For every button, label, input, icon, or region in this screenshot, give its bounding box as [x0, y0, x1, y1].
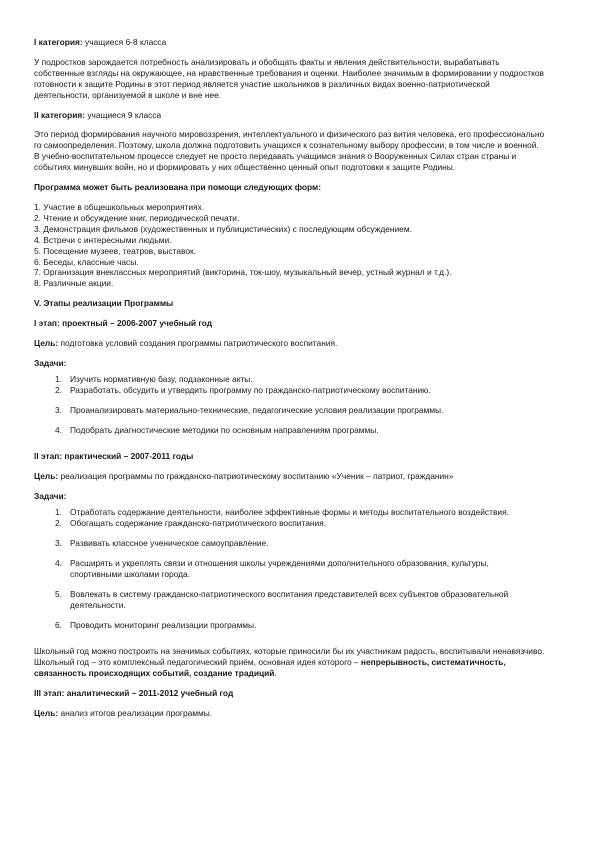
forms-list-item: 5. Посещение музеев, театров, выставок.	[34, 245, 196, 256]
forms-list-item: 2. Чтение и обсуждение книг, периодической печати.	[34, 212, 240, 223]
stage-1-goal-text: подготовка условий создания программы патриотического воспитания.	[58, 338, 338, 349]
stage-2-title: II этап: практический – 2007-2011 годы	[34, 451, 194, 462]
category-2-value: учащиеся 9 класса	[85, 109, 162, 120]
task-item: 4. Подобрать диагностические методики по основным направлениям программы.	[55, 424, 379, 435]
category-1-description: У подростков зарождается потребность анализировать и обобщать факты и явления действительности, вырабатывать собственные взгляды на окружающее, на нравственные требования и оценки. Наиболее значимым в формировании у подростков готовности к защите Родины в этот период является участие школьников в различных видах военно-патриотической деятельности, организуемой в школе и вне нее.	[34, 56, 544, 100]
stage-3-goal-label: Цель:	[34, 708, 59, 719]
task-item: 2. Обогащать содержание гражданско-патриотического воспитания.	[55, 518, 327, 529]
category-1-value: учащиеся 6-8 класса	[82, 37, 167, 47]
stage-1-goal-label: Цель:	[34, 338, 59, 349]
task-item: 1. Изучить нормативную базу, подзаконные акты.	[55, 373, 253, 384]
forms-list-item: 6. Беседы, классные часы.	[34, 256, 139, 267]
section-5-heading: V. Этапы реализации Программы	[34, 298, 174, 309]
category-2-line	[34, 110, 545, 121]
forms-list-item: 7. Организация внеклассных мероприятий (викторина, ток-шоу, музыкальный вечер, устный журнал и т.д.).	[34, 267, 452, 278]
stage-1-tasks-list	[34, 374, 545, 436]
category-1-label: I категория:	[34, 37, 83, 47]
stage-1-tasks-label: Задачи:	[34, 357, 67, 368]
category-2-description: Это период формирования научного мировоззрения, интеллектуального и физического раз вития человека, его профессионально го самоопределения. Поэтому, школа должна подготовить учащихся к сознательному выбору профессии, в том числе и военной. В учебно-воспитательном процессе следует не просто передавать учащимся знания о Вооруженных Силах стран страны и событиях минувших войн, но и формировать у них общественно ценный опыт подготовки к защите Родины.	[34, 129, 545, 173]
stage-3-goal-text: анализ итогов реализации программы.	[58, 708, 213, 719]
school-year-emphasis: непрерывность, систематичность, связанность происходящих событий, создание традиций	[34, 657, 506, 679]
forms-list-item: 4. Встречи с интересными людьми.	[34, 234, 172, 245]
forms-list	[34, 202, 545, 289]
stage-2-goal	[34, 471, 545, 482]
task-item: 6. Проводить мониторинг реализации программы.	[55, 619, 257, 630]
school-year-text: Школьный год можно построить на значимых событиях, которые приносили бы их участникам радость, воспитывали ненавязчиво. Школьный год – это комплексный педагогический приём, основная идея которого –	[34, 646, 545, 668]
stage-2-goal-text: реализация программы по гражданско-патриотическому воспитанию «Ученик – патриот, гражданин»	[58, 471, 454, 482]
stage-1-title: I этап: проектный – 2006-2007 учебный год	[34, 318, 213, 329]
stage-2-goal-label: Цель:	[34, 471, 59, 482]
task-item: 1. Отработать содержание деятельности, наиболее эффективные формы и методы воспитательного воздействия.	[55, 507, 509, 518]
task-item: 2. Разработать, обсудить и утвердить программу по гражданско-патриотическому воспитанию.	[55, 384, 431, 395]
task-item: 3. Проанализировать материально-технические, педагогические условия реализации программы.	[55, 404, 444, 415]
task-item: 3. Развивать классное ученическое самоуправление.	[55, 538, 269, 548]
forms-list-item: 8. Различные акции.	[34, 278, 114, 289]
stage-3-goal	[34, 708, 545, 719]
stage-1-goal	[34, 338, 545, 349]
school-year-paragraph: Школьный год можно построить на значимых событиях, которые приносили бы их участникам радость, воспитывали ненавязчиво. Школьный год – это комплексный педагогический приём, основная идея которого – непрерывность, систематичность, связанность происходящих событий, создание традиций.	[34, 646, 545, 679]
forms-list-item: 3. Демонстрация фильмов (художественных и публицистических) с последующим обсуждением.	[34, 223, 412, 234]
task-item: 4. Расширять и укреплять связи и отношения школы учреждениями дополнительного образования, культуры, спортивными школами города.	[55, 557, 489, 579]
forms-list-item: 1. Участие в общешкольных мероприятиях.	[34, 201, 205, 212]
stage-2-tasks-list	[34, 507, 545, 630]
forms-heading: Программа может быть реализована при помощи следующих форм:	[34, 182, 322, 193]
category-1-line	[34, 37, 545, 48]
stage-3-title: III этап: аналитический – 2011-2012 учебный год	[34, 688, 234, 699]
task-item: 5. Вовлекать в систему гражданско-патриотического воспитания представителей всех субъектов образовательной деятельности.	[55, 588, 509, 610]
stage-2-tasks-label: Задачи:	[34, 491, 67, 502]
category-2-label: II категория:	[34, 109, 86, 120]
